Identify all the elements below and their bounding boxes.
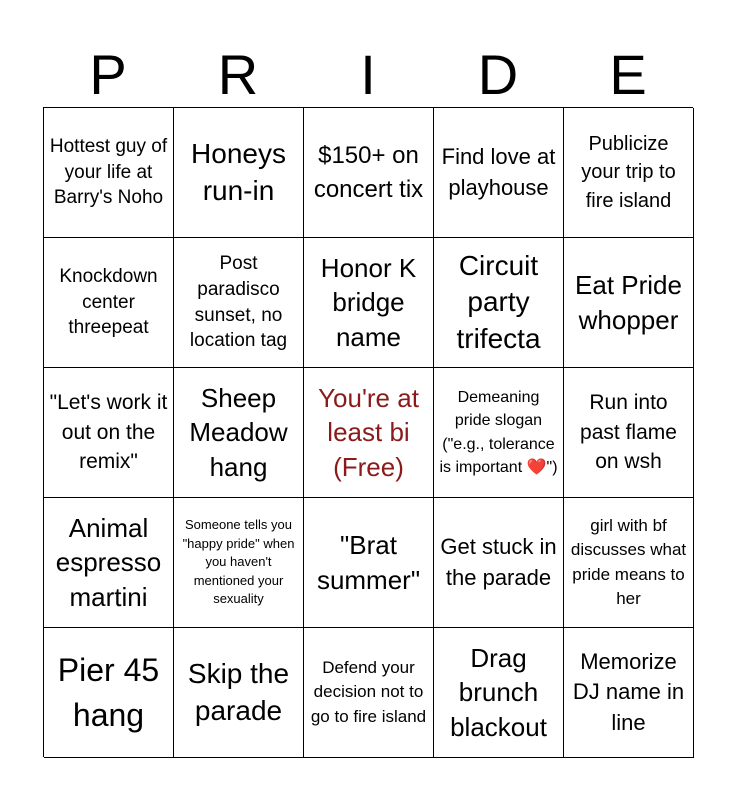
cell-text: Drag brunch blackout	[450, 643, 547, 742]
bingo-cell[interactable]	[174, 238, 304, 368]
cell-text: Knockdown center threepeat	[59, 266, 158, 339]
cell-text: $150+ on concert tix	[313, 142, 424, 203]
cell-text: Honeys run-in	[191, 138, 286, 206]
bingo-cell[interactable]	[304, 498, 434, 628]
bingo-cell[interactable]	[44, 238, 174, 368]
header-letter-r: R	[217, 43, 259, 106]
bingo-cell[interactable]	[174, 368, 304, 498]
bingo-cell[interactable]	[434, 628, 564, 758]
cell-text: Demeaning pride slogan ("e.g., tolerance is important ❤️")	[439, 389, 558, 476]
cell-text: Post paradisco sunset, no location tag	[189, 253, 288, 352]
bingo-header	[43, 42, 693, 106]
cell-text: Circuit party trifecta	[456, 249, 541, 354]
cell-text: "Brat summer"	[316, 530, 421, 595]
bingo-cell[interactable]	[564, 628, 694, 758]
bingo-cell[interactable]	[564, 368, 694, 498]
header-letter-i: I	[360, 43, 376, 106]
bingo-cell[interactable]	[174, 498, 304, 628]
cell-text: Pier 45 hang	[57, 652, 160, 733]
free-space-cell[interactable]	[304, 368, 434, 498]
cell-text: Skip the parade	[187, 658, 290, 726]
bingo-cell[interactable]	[44, 368, 174, 498]
bingo-cell[interactable]	[434, 238, 564, 368]
bingo-cell[interactable]	[44, 628, 174, 758]
bingo-cell[interactable]	[304, 628, 434, 758]
bingo-cell[interactable]	[174, 628, 304, 758]
bingo-cell[interactable]	[564, 108, 694, 238]
free-space-text: You're at least bi (Free)	[318, 383, 419, 482]
header-letter-p: P	[89, 43, 127, 106]
cell-text: Honor K bridge name	[320, 253, 417, 352]
cell-text: Hottest guy of your life at Barry's Noho	[49, 136, 168, 209]
cell-text: Memorize DJ name in line	[572, 648, 685, 735]
cell-text: Find love at playhouse	[441, 144, 556, 200]
bingo-cell[interactable]	[434, 108, 564, 238]
cell-text: Run into past flame on wsh	[580, 390, 677, 474]
header-letter-e: E	[609, 43, 647, 106]
bingo-cell[interactable]	[44, 498, 174, 628]
bingo-cell[interactable]	[174, 108, 304, 238]
bingo-cell[interactable]	[434, 368, 564, 498]
bingo-cell[interactable]	[434, 498, 564, 628]
bingo-cell[interactable]	[304, 108, 434, 238]
bingo-cell[interactable]	[564, 238, 694, 368]
bingo-cell[interactable]	[304, 238, 434, 368]
cell-text: Eat Pride whopper	[575, 270, 682, 335]
cell-text: Defend your decision not to go to fire island	[310, 658, 427, 726]
cell-text: girl with bf discusses what pride means to her	[570, 516, 687, 608]
header-letter-d: D	[477, 43, 519, 106]
bingo-cell[interactable]	[564, 498, 694, 628]
cell-text: "Let's work it out on the remix"	[49, 390, 168, 474]
cell-text: Someone tells you "happy pride" when you haven't mentioned your sexuality	[182, 517, 295, 607]
cell-text: Get stuck in the parade	[440, 534, 557, 590]
bingo-board	[43, 107, 693, 757]
cell-text: Publicize your trip to fire island	[581, 132, 676, 212]
cell-text: Sheep Meadow hang	[189, 383, 288, 482]
bingo-cell[interactable]	[44, 108, 174, 238]
cell-text: Animal espresso martini	[55, 513, 162, 612]
